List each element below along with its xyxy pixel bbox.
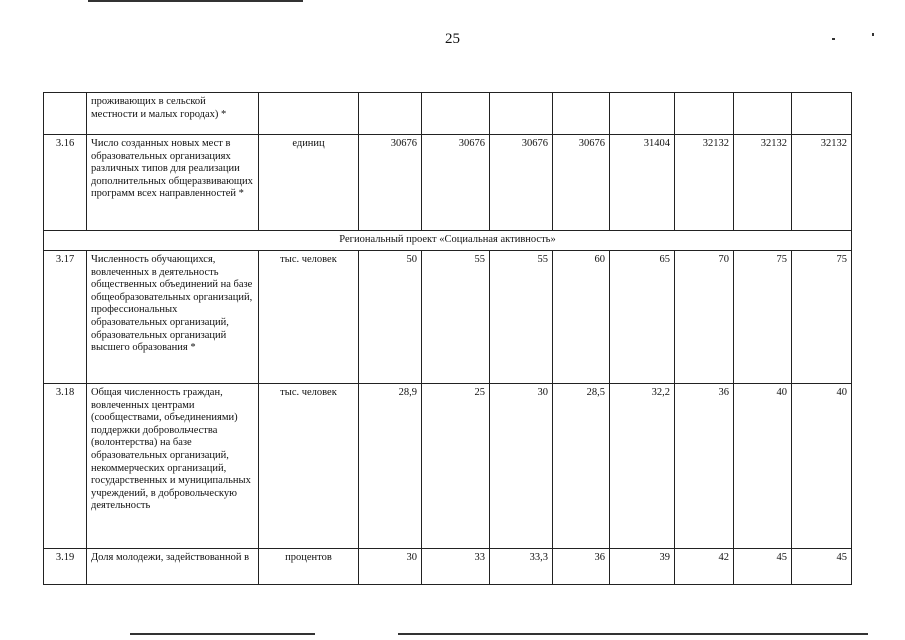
value-cell [490,93,553,135]
value-cell: 31404 [610,135,675,231]
value-cell: 32132 [734,135,792,231]
value-cell: 30676 [490,135,553,231]
value-cell: 33 [422,549,490,585]
value-cell: 70 [675,251,734,384]
row-number-cell: 3.16 [44,135,87,231]
value-cell: 65 [610,251,675,384]
value-cell: 30 [490,384,553,549]
value-cell: 55 [490,251,553,384]
unit-cell: процентов [259,549,359,585]
row-number-cell: 3.17 [44,251,87,384]
value-cell: 75 [734,251,792,384]
value-cell: 30676 [359,135,422,231]
value-cell: 40 [734,384,792,549]
value-cell: 75 [792,251,852,384]
value-cell: 28,5 [553,384,610,549]
scan-mark-top [88,0,303,2]
value-cell: 50 [359,251,422,384]
row-number-cell: 3.19 [44,549,87,585]
row-number-cell [44,93,87,135]
value-cell: 30 [359,549,422,585]
indicators-table [43,92,852,585]
value-cell: 30676 [553,135,610,231]
scan-mark-bottom-left [130,633,315,635]
value-cell: 36 [675,384,734,549]
value-cell [553,93,610,135]
value-cell: 30676 [422,135,490,231]
value-cell: 55 [422,251,490,384]
page-number: 25 [445,31,460,47]
value-cell: 28,9 [359,384,422,549]
indicator-cell: Численность обучающихся, вовлеченных в деятельность общественных объединений на базе общеобразовательных организаций, профессиональных образовательных организаций, образовательных организаций высшего образования * [87,251,259,384]
value-cell: 32132 [675,135,734,231]
row-number-cell: 3.18 [44,384,87,549]
unit-cell: единиц [259,135,359,231]
table-row [44,251,852,384]
value-cell [734,93,792,135]
indicator-cell: проживающих в сельской местности и малых городах) * [87,93,259,135]
value-cell [359,93,422,135]
value-cell: 32132 [792,135,852,231]
value-cell: 33,3 [490,549,553,585]
value-cell: 32,2 [610,384,675,549]
table-body [44,93,852,585]
value-cell [675,93,734,135]
value-cell: 39 [610,549,675,585]
value-cell [610,93,675,135]
indicator-cell: Доля молодежи, задействованной в [87,549,259,585]
section-row [44,231,852,251]
scan-mark-bottom-right [398,633,868,635]
unit-cell: тыс. человек [259,251,359,384]
value-cell: 36 [553,549,610,585]
indicator-cell: Число созданных новых мест в образовательных организациях различных типов для реализации дополнительных общеразвивающих программ всех направленностей * [87,135,259,231]
unit-cell: тыс. человек [259,384,359,549]
value-cell [422,93,490,135]
table-row [44,93,852,135]
value-cell: 60 [553,251,610,384]
value-cell: 25 [422,384,490,549]
value-cell: 45 [792,549,852,585]
value-cell: 42 [675,549,734,585]
value-cell [792,93,852,135]
indicator-cell: Общая численность граждан, вовлеченных центрами (сообществами, объединениями) поддержки добровольчества (волонтерства) на базе образовательных организаций, некоммерческих организаций, государственных и муниципальных учреждений, в добровольческую деятельность [87,384,259,549]
table-row [44,549,852,585]
value-cell: 40 [792,384,852,549]
table-row [44,384,852,549]
unit-cell [259,93,359,135]
value-cell: 45 [734,549,792,585]
section-title: Региональный проект «Социальная активность» [44,231,852,251]
table-row [44,135,852,231]
